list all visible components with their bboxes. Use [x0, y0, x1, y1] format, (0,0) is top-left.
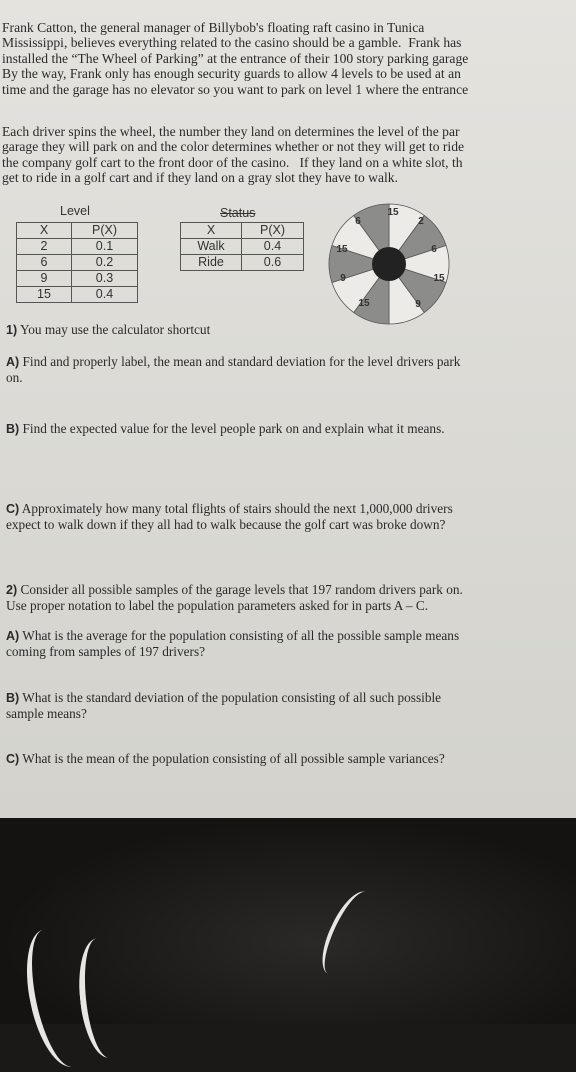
intro-paragraph: Frank Catton, the general manager of Billybob's floating raft casino in Tunica Mississippi, believes everything related to the casino should be a gamble. Frank has installed the “The Wheel of Parking” at the entrance of their 100 story parking garage By the way, Frank only has enough security guards to allow 4 levels to be used at an time and the garage has no elevator so you want to park on level 1 where the entrance — [2, 20, 469, 97]
table-row — [17, 287, 138, 303]
parking-wheel-diagram — [322, 202, 456, 326]
table-cell: 9 — [17, 271, 72, 287]
table-cell: 0.4 — [242, 239, 304, 255]
status-table-caption: Status — [220, 206, 256, 220]
table-cell: 0.4 — [72, 287, 138, 303]
table-cell: 2 — [17, 239, 72, 255]
table-cell: 0.1 — [72, 239, 138, 255]
question-1: 1) You may use the calculator shortcut — [6, 322, 211, 337]
table-cell: Ride — [181, 255, 242, 271]
wheel-label: 15 — [433, 273, 445, 284]
wheel-label: 6 — [431, 244, 437, 255]
table-cell: 0.6 — [242, 255, 304, 271]
question-1b: B) Find the expected value for the level people park on and explain what it means. — [6, 421, 445, 436]
table-row — [181, 255, 304, 271]
table-header-px: P(X) — [242, 223, 304, 239]
table-header-x: X — [17, 223, 72, 239]
rules-paragraph: Each driver spins the wheel, the number they land on determines the level of the par garage they will park on and the color determines whether or not they will get to ride the company golf cart to the front door of the casino. If they land on a white slot, th get to ride in a golf cart and if they land on a gray slot they have to walk. — [2, 124, 465, 186]
table-row — [181, 239, 304, 255]
wheel-label: 9 — [415, 299, 421, 310]
table-cell: 0.2 — [72, 255, 138, 271]
table-row — [17, 255, 138, 271]
table-cell: 0.3 — [72, 271, 138, 287]
wheel-label: 15 — [358, 298, 370, 309]
table-row — [17, 271, 138, 287]
decorative-curve — [313, 885, 382, 981]
level-table-caption: Level — [60, 204, 90, 218]
background-fabric — [0, 818, 576, 1024]
wheel-label: 2 — [418, 216, 424, 227]
question-2: 2) Consider all possible samples of the garage levels that 197 random drivers park on. Use proper notation to label the population parameters asked for in parts A – C. — [6, 582, 463, 613]
table-cell: 15 — [17, 287, 72, 303]
table-row — [17, 239, 138, 255]
question-1c: C) Approximately how many total flights of stairs should the next 1,000,000 drivers expect to walk down if they all had to walk because the golf cart was broke down? — [6, 501, 453, 532]
wheel-label: 15 — [336, 244, 348, 255]
table-cell: 6 — [17, 255, 72, 271]
wheel-label: 15 — [387, 207, 399, 218]
table-row — [181, 223, 304, 239]
wheel-label: 6 — [355, 216, 361, 227]
level-probability-table — [16, 222, 138, 303]
question-2c: C) What is the mean of the population consisting of all possible sample variances? — [6, 751, 445, 766]
table-header-px: P(X) — [72, 223, 138, 239]
question-2a: A) What is the average for the population consisting of all the possible sample means coming from samples of 197 drivers? — [6, 628, 460, 659]
question-2b: B) What is the standard deviation of the population consisting of all such possible sample means? — [6, 690, 442, 721]
table-header-x: X — [181, 223, 242, 239]
status-probability-table — [180, 222, 304, 271]
wheel-hub — [372, 247, 406, 281]
table-row — [17, 223, 138, 239]
question-1a: A) Find and properly label, the mean and standard deviation for the level drivers park on. — [6, 354, 461, 385]
table-cell: Walk — [181, 239, 242, 255]
wheel-label: 9 — [340, 273, 346, 284]
